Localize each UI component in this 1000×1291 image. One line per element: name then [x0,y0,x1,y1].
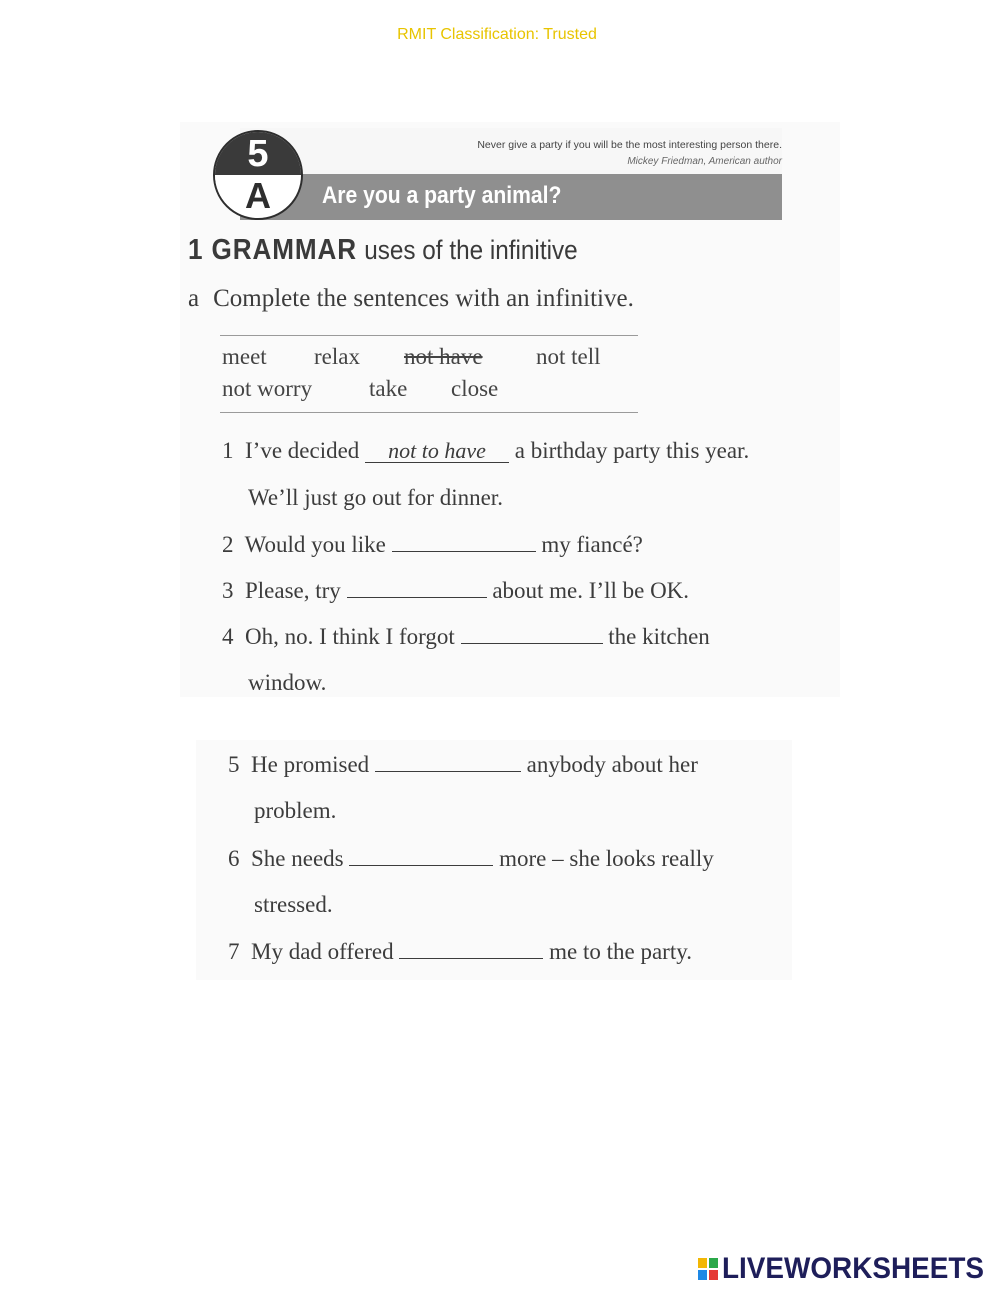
word-box-item: meet [222,344,267,369]
sentence-5-continued: problem. [254,798,337,823]
sentence-3: 3 Please, try about me. I’ll be OK. [222,578,690,603]
word-box-item: take [369,376,408,401]
header-top-band [240,128,782,174]
answer-blank[interactable] [375,751,521,772]
liveworksheets-logo-icon [698,1258,718,1280]
answer-blank[interactable] [461,623,603,644]
sentence-4-continued: window. [248,670,327,695]
quote-text: Never give a party if you will be the most interesting person there. [477,139,782,151]
word-box-item: not worry [222,376,313,401]
exercise-letter: a [188,285,200,312]
answer-blank[interactable] [349,845,493,866]
section-number: 1 [188,234,203,266]
word-box-item: close [451,376,499,401]
answer-blank[interactable] [347,577,487,598]
section-name: GRAMMAR [211,234,358,266]
section-heading [188,234,578,267]
word-box-item-used: not have [404,344,483,369]
sentence-5: 5 He promised anybody about her [228,752,698,777]
sentence-7: 7 My dad offered me to the party. [228,939,692,964]
word-box-item: not tell [536,344,601,369]
exercise-instruction [188,285,634,313]
section-subtitle: uses of the infinitive [364,235,578,265]
unit-badge [213,130,303,220]
word-box-item: relax [314,344,360,369]
sentence-6: 6 She needs more – she looks really [228,846,714,871]
word-box-top-rule [220,335,638,336]
unit-number: 5 [247,133,269,175]
unit-letter: A [245,175,271,216]
sentence-6-continued: stressed. [254,892,333,917]
instruction-text: Complete the sentences with an infinitive. [213,285,634,312]
liveworksheets-logo-text: LIVEWORKSHEETS [722,1252,984,1285]
answer-blank[interactable] [392,531,536,552]
sentence-2: 2 Would you like my fiancé? [222,532,643,557]
sentence-4: 4 Oh, no. I think I forgot the kitchen [222,624,710,649]
quote-author: Mickey Friedman, American author [627,156,782,167]
answer-blank[interactable] [399,938,543,959]
sentence-1: 1 I’ve decided not to have a birthday party this year. [222,438,750,463]
answer-example: not to have [365,440,509,463]
unit-title: Are you a party animal? [322,182,562,209]
sentence-1-continued: We’ll just go out for dinner. [248,485,503,510]
word-box-bottom-rule [220,412,638,413]
classification-label: RMIT Classification: Trusted [397,26,597,43]
